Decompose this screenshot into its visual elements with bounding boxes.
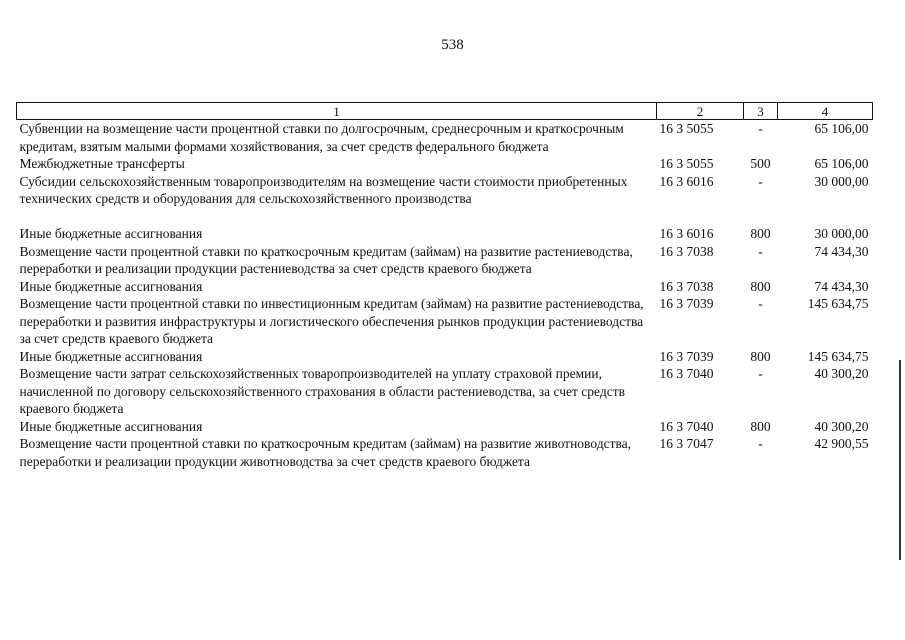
row-code: 16 3 7039: [659, 348, 714, 364]
table-row: [17, 435, 873, 470]
row-amount: 65 106,00: [814, 121, 869, 136]
row-code: 16 3 7040: [659, 366, 714, 381]
table-row: [17, 173, 873, 226]
budget-table: [16, 102, 873, 470]
scan-edge-line: [899, 360, 901, 560]
row-description: Возмещение части затрат сельскохозяйственных товаропроизводителей на уплату страховой премии, начисленной по договору сельскохозяйственного страхования в области растениеводства, за счет средств краевого бюджета: [19, 366, 625, 416]
row-amount: 145 634,75: [807, 348, 869, 364]
header-row: [17, 103, 873, 120]
table-row: [17, 120, 873, 156]
row-code: 16 3 7047: [659, 436, 714, 451]
row-type: -: [758, 436, 763, 451]
row-description: Возмещение части процентной ставки по краткосрочным кредитам (займам) на развитие растениеводства, переработки и реализации продукции растениеводства за счет средств краевого бюджета: [19, 243, 633, 276]
row-amount: 74 434,30: [814, 243, 869, 259]
table-row: [17, 155, 873, 173]
row-type: 500: [750, 156, 771, 171]
row-amount: 65 106,00: [814, 156, 869, 171]
table-row: [17, 243, 873, 278]
row-amount: 30 000,00: [814, 173, 869, 189]
page-number: 538: [441, 37, 464, 53]
row-description: Иные бюджетные ассигнования: [19, 278, 203, 294]
row-code: 16 3 5055: [659, 156, 714, 171]
table-row: [17, 418, 873, 436]
row-type: -: [758, 296, 763, 311]
table-row: [17, 348, 873, 366]
row-amount: 40 300,20: [814, 366, 869, 381]
row-amount: 74 434,30: [814, 278, 869, 294]
row-code: 16 3 7039: [659, 296, 714, 311]
row-description: Иные бюджетные ассигнования: [19, 348, 203, 364]
header-description: 1: [17, 103, 657, 120]
row-description: Возмещение части процентной ставки по инвестиционным кредитам (займам) на развитие растениеводства, переработки и развития инфраструктуры и логистического обеспечения рынков продукции растениеводства за счет средств краевого бюджета: [19, 296, 644, 346]
row-amount: 40 300,20: [814, 418, 869, 434]
row-description: Субвенции на возмещение части процентной ставки по долгосрочным, среднесрочным и краткосрочным кредитам, взятым малыми формами хозяйствования, за счет средств федерального бюджета: [19, 121, 624, 154]
row-code: 16 3 7038: [659, 278, 714, 294]
row-code: 16 3 5055: [659, 121, 714, 136]
row-description: Межбюджетные трансферты: [19, 156, 185, 171]
row-description: Субсидии сельскохозяйственным товаропроизводителям на возмещение части стоимости приобретенных технических средств и оборудования для сельскохозяйственного производства: [19, 173, 628, 206]
row-code: 16 3 7040: [659, 418, 714, 434]
row-description: Иные бюджетные ассигнования: [19, 226, 203, 241]
row-type: 800: [750, 278, 771, 294]
header-type: 3: [744, 103, 778, 120]
row-type: 800: [750, 418, 771, 434]
table-header: [17, 103, 873, 120]
header-code: 2: [657, 103, 744, 120]
row-code: 16 3 7038: [659, 243, 714, 259]
table-row: [17, 365, 873, 418]
header-amount: 4: [778, 103, 873, 120]
row-amount: 145 634,75: [807, 296, 869, 311]
row-type: -: [758, 366, 763, 381]
row-type: -: [758, 243, 763, 259]
row-description: Иные бюджетные ассигнования: [19, 418, 203, 434]
row-amount: 42 900,55: [814, 436, 869, 451]
table-body: [17, 120, 873, 471]
row-code: 16 3 6016: [659, 226, 714, 241]
row-type: 800: [750, 348, 771, 364]
row-amount: 30 000,00: [814, 226, 869, 241]
table-row: [17, 278, 873, 296]
row-description: Возмещение части процентной ставки по краткосрочным кредитам (займам) на развитие животноводства, переработки и реализации продукции животноводства за счет средств краевого бюджета: [19, 436, 632, 469]
table-row: [17, 295, 873, 348]
row-code: 16 3 6016: [659, 173, 714, 189]
table-row: [17, 225, 873, 243]
row-type: 800: [750, 226, 771, 241]
row-type: -: [758, 173, 763, 189]
row-type: -: [758, 121, 763, 136]
